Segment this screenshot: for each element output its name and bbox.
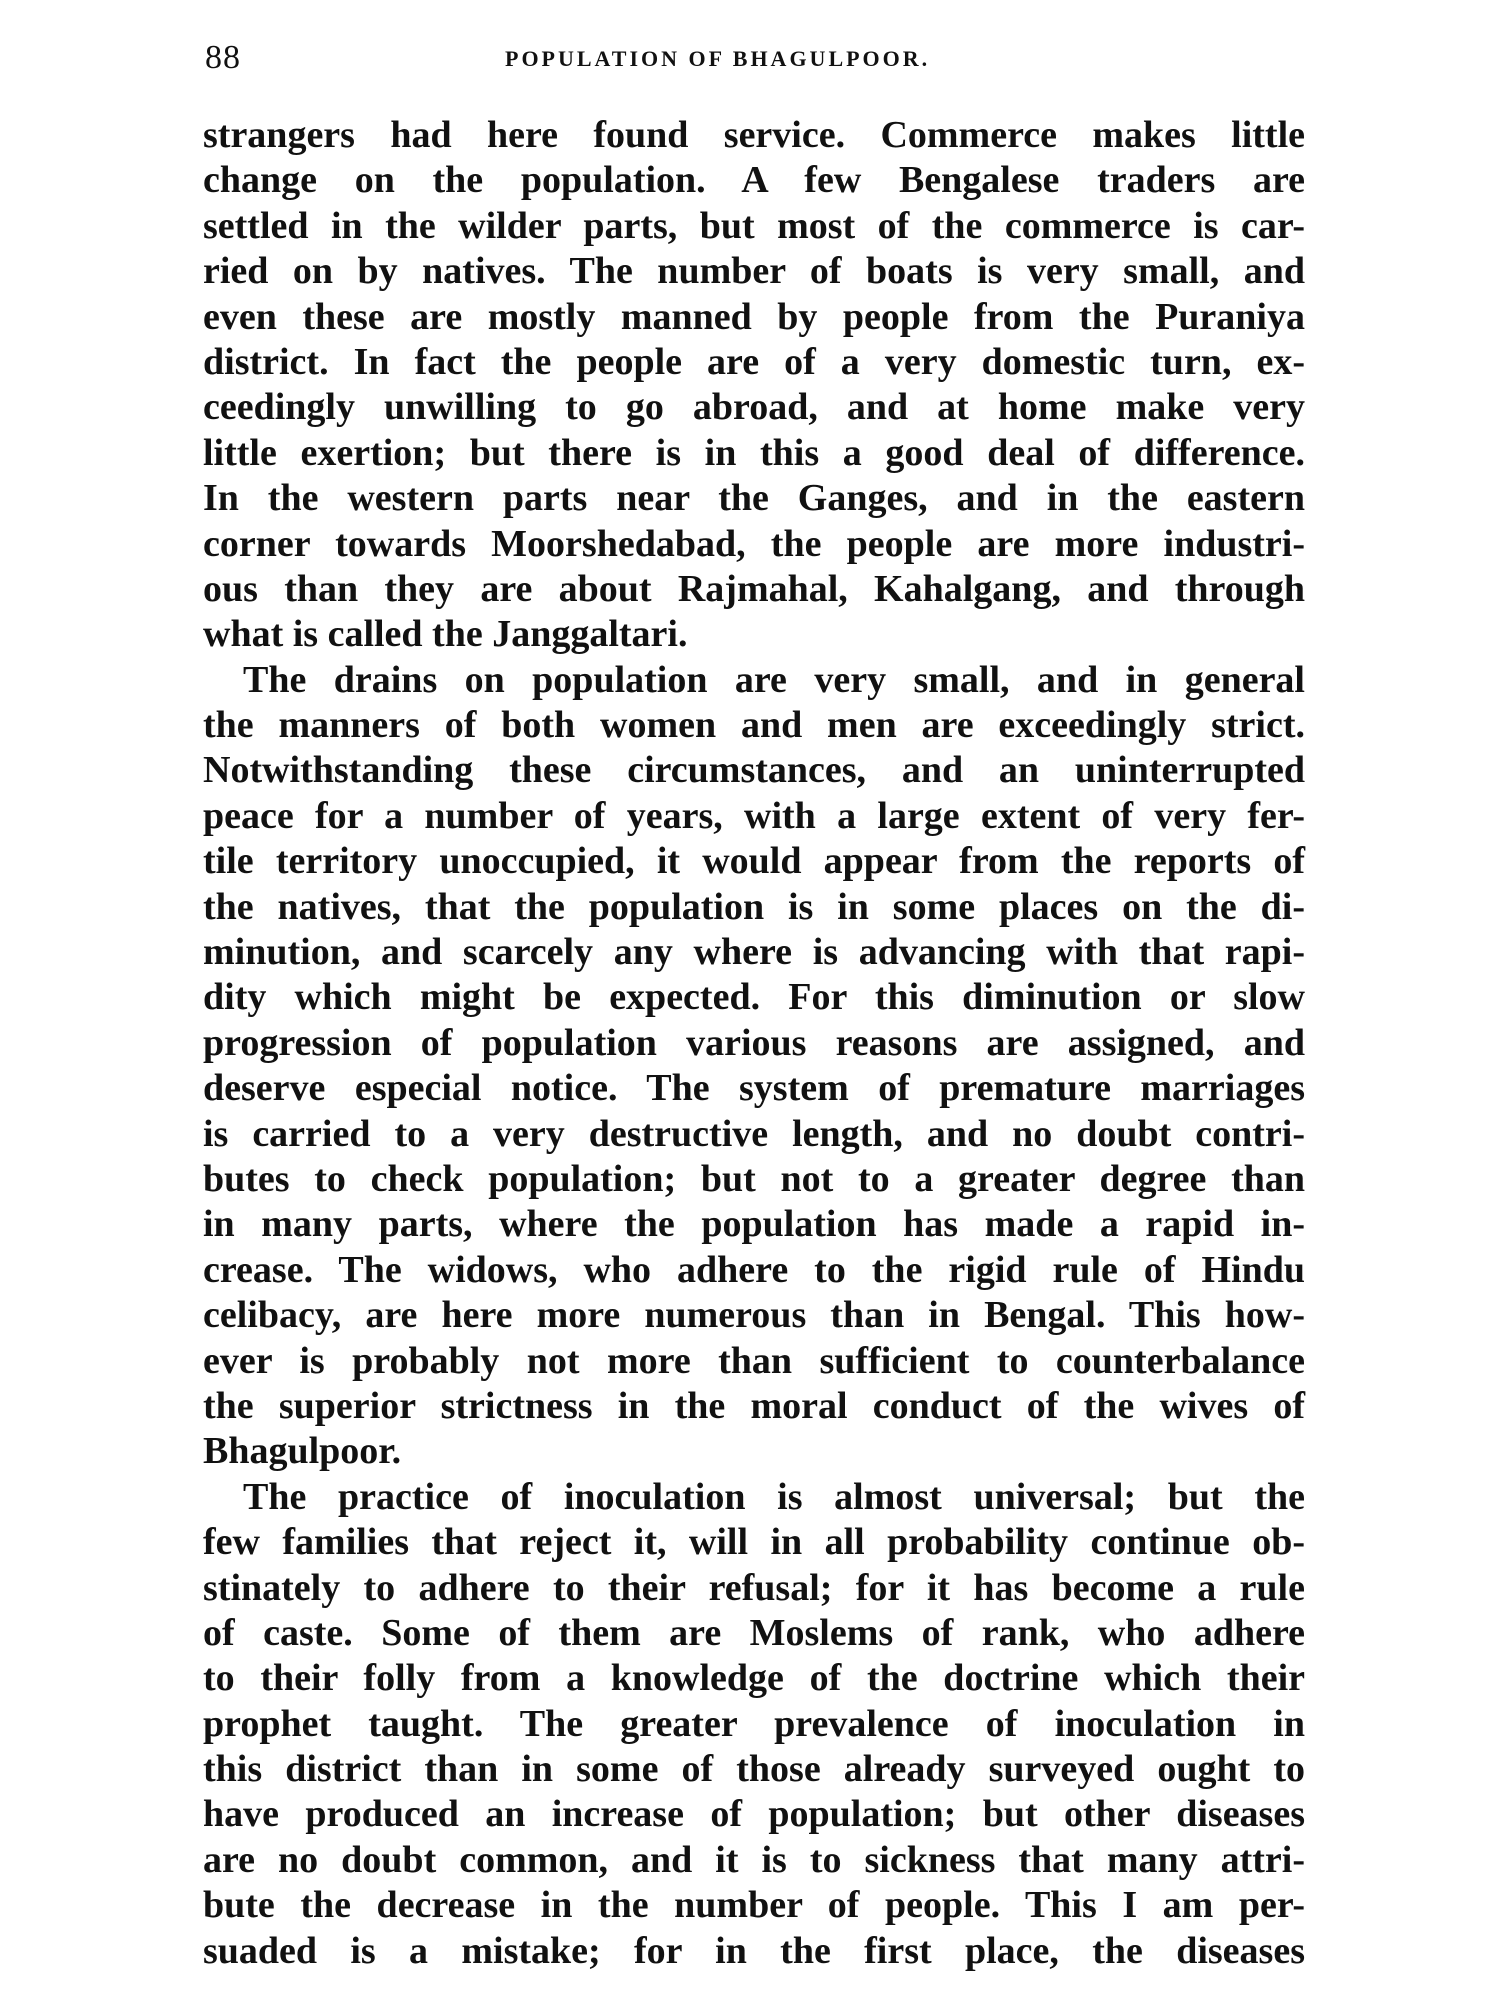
text-line: are no doubt common, and it is to sickness that many attri- <box>203 1838 1305 1881</box>
text-line: suaded is a mistake; for in the first place, the diseases <box>203 1929 1305 1972</box>
text-line: minution, and scarcely any where is advancing with that rapi- <box>203 931 1305 974</box>
page-number: 88 <box>205 39 241 76</box>
text-line: ceedingly unwilling to go abroad, and at home make very <box>203 386 1305 429</box>
text-line: deserve especial notice. The system of premature marriages <box>203 1067 1305 1110</box>
text-line: the natives, that the population is in some places on the di- <box>203 885 1305 928</box>
paragraph-1 <box>203 113 1305 658</box>
text-line: In the western parts near the Ganges, and in the eastern <box>203 477 1305 520</box>
running-title: POPULATION OF BHAGULPOOR. <box>505 46 931 71</box>
text-line: settled in the wilder parts, but most of the commerce is car- <box>203 204 1305 247</box>
text-line: have produced an increase of population; but other diseases <box>203 1793 1305 1836</box>
text-line: in many parts, where the population has made a rapid in- <box>203 1203 1305 1246</box>
text-line: ous than they are about Rajmahal, Kahalgang, and through <box>203 567 1305 610</box>
text-line: The practice of inoculation is almost universal; but the <box>243 1475 1305 1518</box>
text-line: stinately to adhere to their refusal; for it has become a rule <box>203 1566 1305 1609</box>
text-line: Bhagulpoor. <box>203 1430 402 1473</box>
text-line: dity which might be expected. For this diminution or slow <box>203 976 1305 1019</box>
text-line: Notwithstanding these circumstances, and an uninterrupted <box>203 749 1305 792</box>
text-line: butes to check population; but not to a greater degree than <box>203 1157 1305 1200</box>
text-line: even these are mostly manned by people from the Puraniya <box>203 295 1305 338</box>
text-line: the superior strictness in the moral conduct of the wives of <box>203 1384 1305 1427</box>
text-line: celibacy, are here more numerous than in Bengal. This how- <box>203 1294 1305 1337</box>
text-line: strangers had here found service. Commerce makes little <box>203 114 1305 156</box>
paragraph-3 <box>203 1475 1305 1974</box>
text-line: little exertion; but there is in this a good deal of difference. <box>203 431 1305 474</box>
text-line: to their folly from a knowledge of the doctrine which their <box>203 1657 1305 1700</box>
text-line: crease. The widows, who adhere to the rigid rule of Hindu <box>203 1248 1305 1291</box>
text-line: few families that reject it, will in all probability continue ob- <box>203 1521 1305 1564</box>
text-line: the manners of both women and men are exceedingly strict. <box>203 704 1305 747</box>
text-line: progression of population various reasons are assigned, and <box>203 1021 1305 1064</box>
text-line: this district than in some of those already surveyed ought to <box>203 1748 1305 1791</box>
text-line: peace for a number of years, with a large extent of very fer- <box>203 794 1305 837</box>
text-line: corner towards Moorshedabad, the people are more industri- <box>203 522 1305 565</box>
text-line: district. In fact the people are of a very domestic turn, ex- <box>203 340 1305 383</box>
text-line: of caste. Some of them are Moslems of rank, who adhere <box>203 1611 1305 1654</box>
page-body-text <box>203 113 1305 1974</box>
text-line: what is called the Janggaltari. <box>203 613 688 656</box>
text-line: ever is probably not more than sufficient to counterbalance <box>203 1339 1305 1382</box>
text-line: The drains on population are very small, and in general <box>243 658 1305 701</box>
text-line: prophet taught. The greater prevalence of inoculation in <box>203 1702 1305 1745</box>
text-line: is carried to a very destructive length, and no doubt contri- <box>203 1112 1305 1155</box>
text-line: change on the population. A few Bengalese traders are <box>203 159 1305 202</box>
text-line: tile territory unoccupied, it would appear from the reports of <box>203 840 1305 883</box>
text-line: ried on by natives. The number of boats is very small, and <box>203 250 1305 293</box>
text-line: bute the decrease in the number of people. This I am per- <box>203 1884 1305 1927</box>
paragraph-2 <box>203 658 1305 1475</box>
